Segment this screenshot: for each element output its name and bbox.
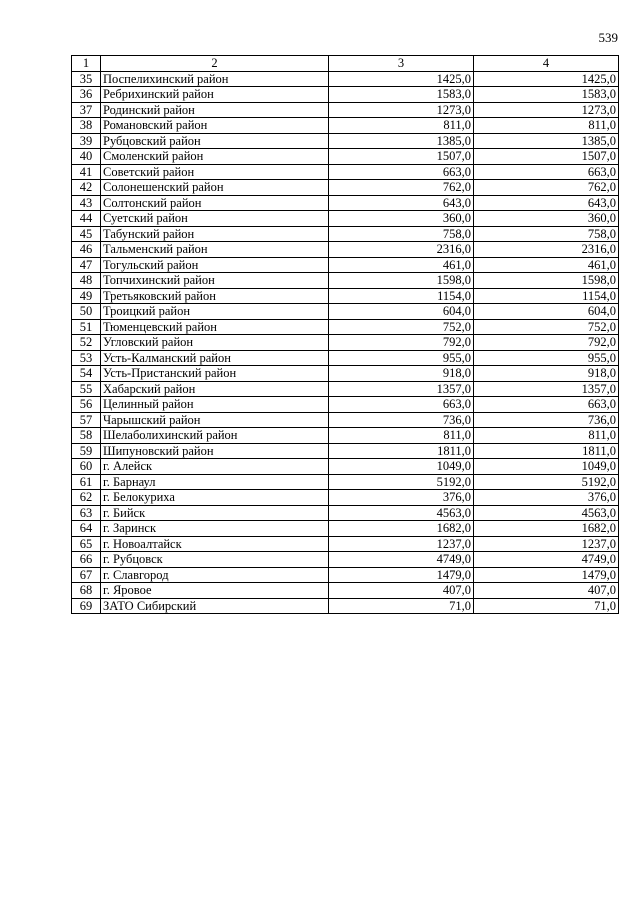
row-number: 41 (72, 164, 101, 180)
district-name: г. Бийск (101, 505, 329, 521)
value-column-4: 1154,0 (474, 288, 619, 304)
district-name: Угловский район (101, 335, 329, 351)
value-column-3: 376,0 (329, 490, 474, 506)
value-column-4: 5192,0 (474, 474, 619, 490)
value-column-3: 811,0 (329, 118, 474, 134)
value-column-4: 1507,0 (474, 149, 619, 165)
district-name: Советский район (101, 164, 329, 180)
value-column-4: 2316,0 (474, 242, 619, 258)
district-name: Поспелихинский район (101, 71, 329, 87)
table-row (72, 164, 619, 180)
district-name: Суетский район (101, 211, 329, 227)
row-number: 54 (72, 366, 101, 382)
table-row (72, 428, 619, 444)
value-column-4: 918,0 (474, 366, 619, 382)
value-column-3: 1425,0 (329, 71, 474, 87)
district-name: Усть-Пристанский район (101, 366, 329, 382)
page-number: 539 (598, 30, 618, 45)
table-row (72, 133, 619, 149)
district-name: Ребрихинский район (101, 87, 329, 103)
value-column-3: 4563,0 (329, 505, 474, 521)
value-column-3: 1507,0 (329, 149, 474, 165)
district-name: г. Славгород (101, 567, 329, 583)
district-name: г. Рубцовск (101, 552, 329, 568)
row-number: 52 (72, 335, 101, 351)
district-name: Целинный район (101, 397, 329, 413)
value-column-4: 663,0 (474, 397, 619, 413)
row-number: 69 (72, 598, 101, 614)
value-column-3: 1583,0 (329, 87, 474, 103)
row-number: 61 (72, 474, 101, 490)
table-row (72, 211, 619, 227)
value-column-3: 1273,0 (329, 102, 474, 118)
table-row (72, 490, 619, 506)
row-number: 60 (72, 459, 101, 475)
district-name: Родинский район (101, 102, 329, 118)
row-number: 64 (72, 521, 101, 537)
value-column-3: 2316,0 (329, 242, 474, 258)
table-row (72, 505, 619, 521)
value-column-4: 1682,0 (474, 521, 619, 537)
table-row (72, 474, 619, 490)
row-number: 56 (72, 397, 101, 413)
value-column-4: 1273,0 (474, 102, 619, 118)
value-column-3: 5192,0 (329, 474, 474, 490)
district-name: Топчихинский район (101, 273, 329, 289)
value-column-3: 663,0 (329, 164, 474, 180)
table-row (72, 598, 619, 614)
value-column-4: 792,0 (474, 335, 619, 351)
row-number: 58 (72, 428, 101, 444)
value-column-3: 1479,0 (329, 567, 474, 583)
district-name: Тальменский район (101, 242, 329, 258)
district-name: ЗАТО Сибирский (101, 598, 329, 614)
table-row (72, 102, 619, 118)
district-name: Шелаболихинский район (101, 428, 329, 444)
value-column-4: 1049,0 (474, 459, 619, 475)
column-header-2: 2 (101, 56, 329, 72)
table-row (72, 319, 619, 335)
value-column-4: 955,0 (474, 350, 619, 366)
column-header-4: 4 (474, 56, 619, 72)
value-column-4: 663,0 (474, 164, 619, 180)
district-name: Солонешенский район (101, 180, 329, 196)
row-number: 47 (72, 257, 101, 273)
district-name: г. Яровое (101, 583, 329, 599)
table-row (72, 350, 619, 366)
row-number: 62 (72, 490, 101, 506)
value-column-4: 736,0 (474, 412, 619, 428)
value-column-3: 461,0 (329, 257, 474, 273)
row-number: 49 (72, 288, 101, 304)
value-column-4: 1583,0 (474, 87, 619, 103)
table-row (72, 273, 619, 289)
district-name: Смоленский район (101, 149, 329, 165)
table-row (72, 149, 619, 165)
value-column-3: 4749,0 (329, 552, 474, 568)
value-column-3: 811,0 (329, 428, 474, 444)
row-number: 36 (72, 87, 101, 103)
row-number: 67 (72, 567, 101, 583)
row-number: 66 (72, 552, 101, 568)
value-column-3: 918,0 (329, 366, 474, 382)
table-row (72, 366, 619, 382)
district-name: Шипуновский район (101, 443, 329, 459)
table-row (72, 242, 619, 258)
value-column-4: 1479,0 (474, 567, 619, 583)
value-column-4: 752,0 (474, 319, 619, 335)
value-column-4: 762,0 (474, 180, 619, 196)
value-column-4: 407,0 (474, 583, 619, 599)
table-row (72, 180, 619, 196)
row-number: 40 (72, 149, 101, 165)
table-row (72, 226, 619, 242)
table-row (72, 567, 619, 583)
table-row (72, 412, 619, 428)
value-column-3: 1154,0 (329, 288, 474, 304)
row-number: 48 (72, 273, 101, 289)
district-name: Хабарский район (101, 381, 329, 397)
value-column-3: 1385,0 (329, 133, 474, 149)
district-name: Третьяковский район (101, 288, 329, 304)
row-number: 57 (72, 412, 101, 428)
table-row (72, 397, 619, 413)
data-table (71, 55, 619, 614)
table-row (72, 381, 619, 397)
value-column-4: 811,0 (474, 118, 619, 134)
value-column-3: 604,0 (329, 304, 474, 320)
value-column-4: 1385,0 (474, 133, 619, 149)
value-column-4: 4749,0 (474, 552, 619, 568)
value-column-3: 1357,0 (329, 381, 474, 397)
value-column-3: 407,0 (329, 583, 474, 599)
value-column-3: 1598,0 (329, 273, 474, 289)
row-number: 38 (72, 118, 101, 134)
district-name: Рубцовский район (101, 133, 329, 149)
value-column-4: 1237,0 (474, 536, 619, 552)
value-column-4: 758,0 (474, 226, 619, 242)
table-row (72, 118, 619, 134)
district-name: Тюменцевский район (101, 319, 329, 335)
value-column-3: 1049,0 (329, 459, 474, 475)
district-name: Тогульский район (101, 257, 329, 273)
value-column-3: 643,0 (329, 195, 474, 211)
row-number: 43 (72, 195, 101, 211)
table-row (72, 304, 619, 320)
table-row (72, 288, 619, 304)
value-column-4: 71,0 (474, 598, 619, 614)
row-number: 39 (72, 133, 101, 149)
table-row (72, 335, 619, 351)
value-column-3: 1682,0 (329, 521, 474, 537)
value-column-4: 360,0 (474, 211, 619, 227)
district-name: Усть-Калманский район (101, 350, 329, 366)
table-row (72, 87, 619, 103)
district-name: г. Барнаул (101, 474, 329, 490)
table-row (72, 459, 619, 475)
value-column-3: 1811,0 (329, 443, 474, 459)
row-number: 68 (72, 583, 101, 599)
row-number: 55 (72, 381, 101, 397)
row-number: 50 (72, 304, 101, 320)
district-name: Солтонский район (101, 195, 329, 211)
value-column-4: 604,0 (474, 304, 619, 320)
table-row (72, 521, 619, 537)
value-column-3: 955,0 (329, 350, 474, 366)
table-header-row (72, 56, 619, 72)
value-column-4: 811,0 (474, 428, 619, 444)
row-number: 65 (72, 536, 101, 552)
value-column-3: 758,0 (329, 226, 474, 242)
table-row (72, 71, 619, 87)
table-row (72, 257, 619, 273)
value-column-3: 792,0 (329, 335, 474, 351)
row-number: 45 (72, 226, 101, 242)
value-column-3: 1237,0 (329, 536, 474, 552)
table-row (72, 583, 619, 599)
table-row (72, 552, 619, 568)
district-name: Троицкий район (101, 304, 329, 320)
table-row (72, 195, 619, 211)
value-column-4: 4563,0 (474, 505, 619, 521)
value-column-4: 1425,0 (474, 71, 619, 87)
value-column-3: 736,0 (329, 412, 474, 428)
row-number: 37 (72, 102, 101, 118)
value-column-4: 1598,0 (474, 273, 619, 289)
value-column-4: 1811,0 (474, 443, 619, 459)
table-body (72, 56, 619, 614)
district-name: Романовский район (101, 118, 329, 134)
value-column-4: 643,0 (474, 195, 619, 211)
row-number: 46 (72, 242, 101, 258)
value-column-3: 752,0 (329, 319, 474, 335)
value-column-4: 1357,0 (474, 381, 619, 397)
value-column-4: 461,0 (474, 257, 619, 273)
value-column-3: 663,0 (329, 397, 474, 413)
row-number: 44 (72, 211, 101, 227)
district-name: г. Новоалтайск (101, 536, 329, 552)
row-number: 42 (72, 180, 101, 196)
value-column-3: 762,0 (329, 180, 474, 196)
row-number: 63 (72, 505, 101, 521)
district-name: г. Белокуриха (101, 490, 329, 506)
column-header-3: 3 (329, 56, 474, 72)
column-header-1: 1 (72, 56, 101, 72)
row-number: 59 (72, 443, 101, 459)
table-row (72, 536, 619, 552)
row-number: 35 (72, 71, 101, 87)
value-column-4: 376,0 (474, 490, 619, 506)
value-column-3: 360,0 (329, 211, 474, 227)
district-name: Табунский район (101, 226, 329, 242)
row-number: 53 (72, 350, 101, 366)
district-name: г. Заринск (101, 521, 329, 537)
district-name: Чарышский район (101, 412, 329, 428)
value-column-3: 71,0 (329, 598, 474, 614)
table-row (72, 443, 619, 459)
row-number: 51 (72, 319, 101, 335)
district-name: г. Алейск (101, 459, 329, 475)
